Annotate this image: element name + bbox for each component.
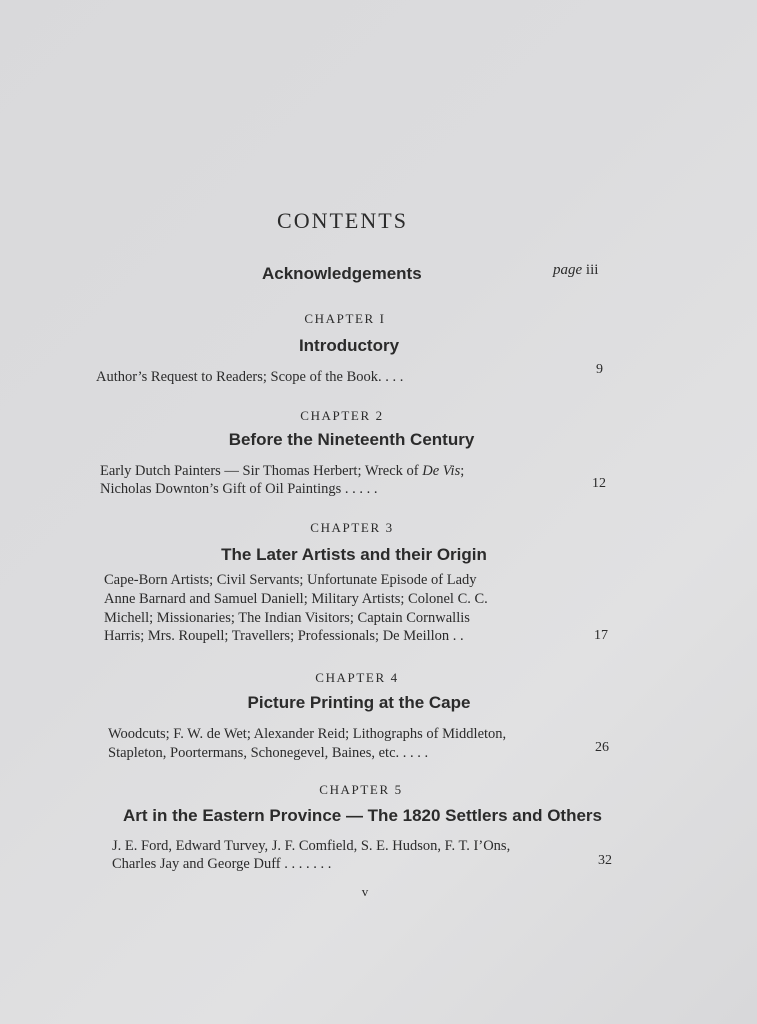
chapter-3-label: CHAPTER 3: [310, 520, 394, 535]
chapter-4-line-2: Stapleton, Poortermans, Schonegevel, Baines, etc. . . . .: [108, 745, 429, 761]
chapter-1-page: 9: [596, 362, 603, 377]
page-word: page: [553, 262, 583, 278]
chapter-5-title: Art in the Eastern Province — The 1820 Settlers and Others: [123, 806, 602, 825]
chapter-1-title: Introductory: [298, 336, 400, 355]
page-folio: v: [361, 884, 369, 899]
chapter-1-label: CHAPTER I: [304, 311, 386, 326]
page-title: CONTENTS: [277, 208, 408, 233]
chapter-2-page: 12: [592, 476, 606, 491]
chapter-3-line-1: Cape-Born Artists; Civil Servants; Unfortunate Episode of Lady: [104, 572, 477, 588]
page-number: iii: [585, 262, 599, 278]
chapter-4-line-1: Woodcuts; F. W. de Wet; Alexander Reid; Lithographs of Middleton,: [108, 726, 507, 742]
chapter-3-line-3: Michell; Missionaries; The Indian Visitors; Captain Cornwallis: [104, 610, 470, 626]
chapter-4-title: Picture Printing at the Cape: [247, 693, 471, 712]
chapter-2-label: CHAPTER 2: [300, 408, 384, 423]
chapter-5-label: CHAPTER 5: [319, 782, 403, 797]
chapter-2-line-1-end: ;: [460, 463, 465, 479]
chapter-5-page: 32: [598, 853, 612, 868]
chapter-2-line-2: Nicholas Downton’s Gift of Oil Paintings . . . . .: [100, 481, 378, 497]
chapter-2-italic-ship: De Vis: [422, 463, 461, 479]
chapter-3-line-2: Anne Barnard and Samuel Daniell; Military Artists; Colonel C. C.: [104, 591, 488, 607]
chapter-3-line-4: Harris; Mrs. Roupell; Travellers; Professionals; De Meillon . .: [104, 628, 464, 644]
chapter-1-line-1: Author’s Request to Readers; Scope of the Book. . . .: [96, 369, 404, 385]
chapter-4-page: 26: [595, 740, 609, 755]
chapter-5-line-1: J. E. Ford, Edward Turvey, J. F. Comfield, S. E. Hudson, F. T. I’Ons,: [112, 838, 511, 854]
chapter-2-title: Before the Nineteenth Century: [228, 430, 475, 449]
chapter-2-line-1-text: Early Dutch Painters — Sir Thomas Herbert; Wreck of: [100, 463, 423, 479]
chapter-3-page: 17: [594, 628, 608, 643]
acknowledgements-page-ref: [553, 262, 598, 279]
acknowledgements-entry: Acknowledgements: [262, 264, 422, 283]
chapter-2-line-1: [100, 463, 464, 480]
chapter-5-line-2: Charles Jay and George Duff . . . . . . .: [112, 856, 332, 872]
chapter-4-label: CHAPTER 4: [315, 670, 399, 685]
chapter-3-title: The Later Artists and their Origin: [221, 545, 487, 564]
